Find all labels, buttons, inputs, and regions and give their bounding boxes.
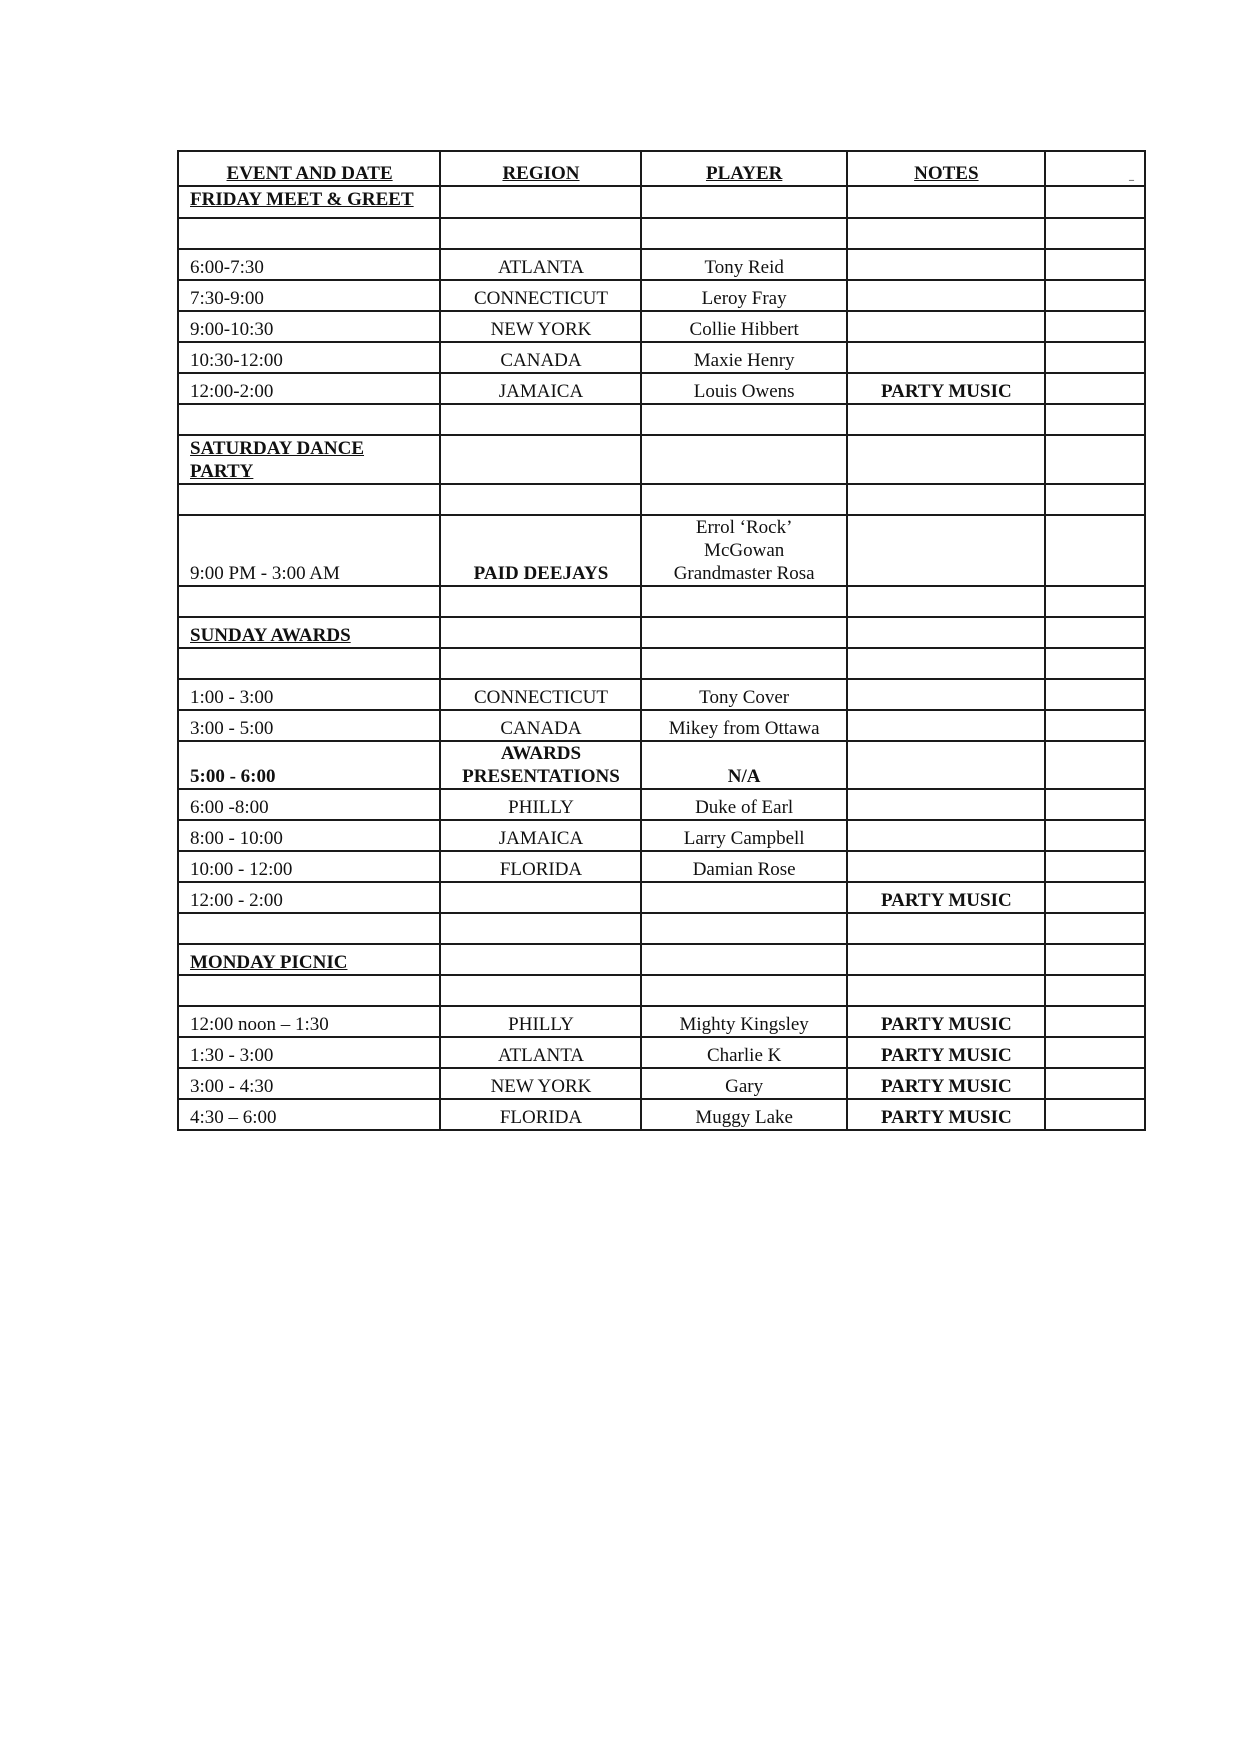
time-cell: 1:30 - 3:00 <box>178 1037 440 1068</box>
time-cell: 1:00 - 3:00 <box>178 679 440 710</box>
time-cell: 12:00 noon – 1:30 <box>178 1006 440 1037</box>
section-row-friday <box>178 186 1145 218</box>
notes-cell <box>847 342 1046 373</box>
notes-cell <box>847 851 1046 882</box>
player-cell: Duke of Earl <box>641 789 847 820</box>
notes-cell <box>847 820 1046 851</box>
player-cell: Tony Cover <box>641 679 847 710</box>
notes-cell <box>847 741 1046 789</box>
region-cell: PHILLY <box>440 789 641 820</box>
time-cell: 3:00 - 5:00 <box>178 710 440 741</box>
time-cell: 10:30-12:00 <box>178 342 440 373</box>
notes-cell <box>847 710 1046 741</box>
notes-cell: PARTY MUSIC <box>847 1037 1046 1068</box>
notes-cell <box>847 311 1046 342</box>
time-cell: 6:00-7:30 <box>178 249 440 280</box>
time-cell: 12:00 - 2:00 <box>178 882 440 913</box>
table-row <box>178 1099 1145 1130</box>
table-row <box>178 1037 1145 1068</box>
region-cell <box>440 882 641 913</box>
region-cell: CANADA <box>440 710 641 741</box>
table-row <box>178 342 1145 373</box>
table-row <box>178 789 1145 820</box>
section-row-monday <box>178 944 1145 975</box>
table-row <box>178 280 1145 311</box>
region-cell: JAMAICA <box>440 373 641 404</box>
table-row <box>178 311 1145 342</box>
notes-cell: PARTY MUSIC <box>847 1068 1046 1099</box>
player-cell: Louis Owens <box>641 373 847 404</box>
header-notes: NOTES <box>847 151 1046 186</box>
section-row-sunday <box>178 617 1145 648</box>
player-cell: Mikey from Ottawa <box>641 710 847 741</box>
table-row <box>178 515 1145 586</box>
spacer-row <box>178 913 1145 944</box>
region-cell: CANADA <box>440 342 641 373</box>
table-row <box>178 679 1145 710</box>
player-cell: Mighty Kingsley <box>641 1006 847 1037</box>
notes-cell: PARTY MUSIC <box>847 1006 1046 1037</box>
player-cell: Gary <box>641 1068 847 1099</box>
spacer-row <box>178 586 1145 617</box>
section-title-saturday: SATURDAY DANCE PARTY <box>178 435 440 484</box>
time-cell: 9:00 PM - 3:00 AM <box>178 515 440 586</box>
time-cell: 5:00 - 6:00 <box>178 741 440 789</box>
table-row <box>178 1006 1145 1037</box>
region-cell: FLORIDA <box>440 851 641 882</box>
region-cell: NEW YORK <box>440 1068 641 1099</box>
table-row <box>178 741 1145 789</box>
table-row <box>178 820 1145 851</box>
player-cell: Damian Rose <box>641 851 847 882</box>
schedule-table <box>177 150 1146 1131</box>
table-row <box>178 851 1145 882</box>
spacer-row <box>178 404 1145 435</box>
table-row <box>178 882 1145 913</box>
spacer-row <box>178 484 1145 515</box>
table-row <box>178 373 1145 404</box>
section-title-monday: MONDAY PICNIC <box>178 944 440 975</box>
spacer-row <box>178 975 1145 1006</box>
player-cell: N/A <box>641 741 847 789</box>
notes-cell: PARTY MUSIC <box>847 373 1046 404</box>
player-cell: Maxie Henry <box>641 342 847 373</box>
time-cell: 8:00 - 10:00 <box>178 820 440 851</box>
notes-cell <box>847 249 1046 280</box>
time-cell: 7:30-9:00 <box>178 280 440 311</box>
notes-cell: PARTY MUSIC <box>847 1099 1046 1130</box>
region-cell: CONNECTICUT <box>440 280 641 311</box>
section-row-saturday <box>178 435 1145 484</box>
notes-cell: PARTY MUSIC <box>847 882 1046 913</box>
player-cell: Errol ‘Rock’ McGowan Grandmaster Rosa <box>641 515 847 586</box>
time-cell: 6:00 -8:00 <box>178 789 440 820</box>
player-cell: Charlie K <box>641 1037 847 1068</box>
header-player: PLAYER <box>641 151 847 186</box>
header-event: EVENT AND DATE <box>178 151 440 186</box>
notes-cell <box>847 789 1046 820</box>
player-cell: Collie Hibbert <box>641 311 847 342</box>
region-cell: AWARDS PRESENTATIONS <box>440 741 641 789</box>
time-cell: 9:00-10:30 <box>178 311 440 342</box>
region-cell: PAID DEEJAYS <box>440 515 641 586</box>
player-cell: Larry Campbell <box>641 820 847 851</box>
time-cell: 3:00 - 4:30 <box>178 1068 440 1099</box>
player-cell: Leroy Fray <box>641 280 847 311</box>
notes-cell <box>847 679 1046 710</box>
header-extra: _ <box>1045 151 1145 186</box>
time-cell: 4:30 – 6:00 <box>178 1099 440 1130</box>
region-cell: CONNECTICUT <box>440 679 641 710</box>
spacer-row <box>178 648 1145 679</box>
spacer-row <box>178 218 1145 249</box>
table-row <box>178 1068 1145 1099</box>
header-row <box>178 151 1145 186</box>
player-cell: Muggy Lake <box>641 1099 847 1130</box>
time-cell: 12:00-2:00 <box>178 373 440 404</box>
player-cell: Tony Reid <box>641 249 847 280</box>
player-cell <box>641 882 847 913</box>
region-cell: ATLANTA <box>440 1037 641 1068</box>
section-title-sunday: SUNDAY AWARDS <box>178 617 440 648</box>
section-title-friday: FRIDAY MEET & GREET <box>178 186 440 218</box>
table-row <box>178 710 1145 741</box>
region-cell: FLORIDA <box>440 1099 641 1130</box>
region-cell: PHILLY <box>440 1006 641 1037</box>
region-cell: JAMAICA <box>440 820 641 851</box>
notes-cell <box>847 280 1046 311</box>
header-region: REGION <box>440 151 641 186</box>
notes-cell <box>847 515 1046 586</box>
region-cell: NEW YORK <box>440 311 641 342</box>
region-cell: ATLANTA <box>440 249 641 280</box>
time-cell: 10:00 - 12:00 <box>178 851 440 882</box>
table-row <box>178 249 1145 280</box>
